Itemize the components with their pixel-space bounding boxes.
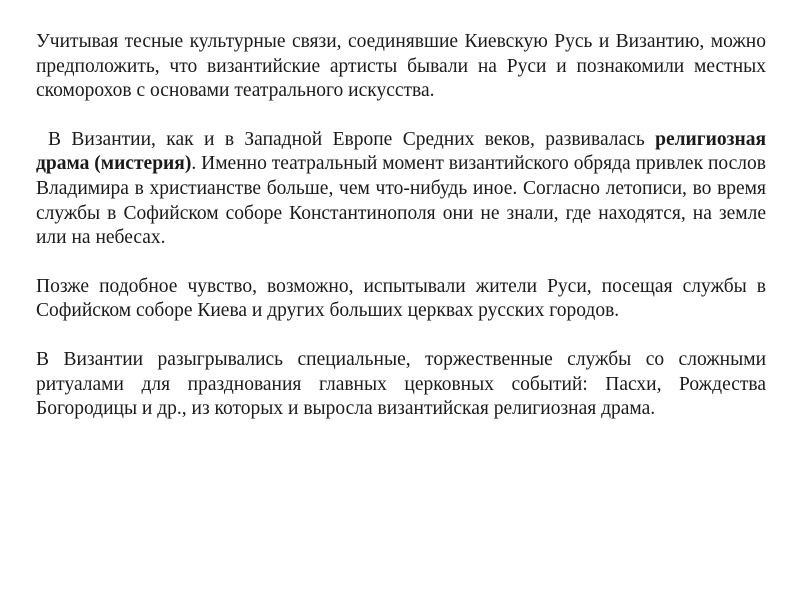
paragraph-2-text-after: . Именно театральный момент византийского обряда привлек послов Владимира в христианстве больше, чем что-нибудь иное. Согласно летописи, во время службы в Софийском соборе Константинополя они не знали, где находятся, на земле или на небесах. — [36, 153, 766, 249]
paragraph-3: Позже подобное чувство, возможно, испытывали жители Руси, посещая службы в Софийском соборе Киева и других больших церквах русских городов. — [36, 275, 766, 322]
paragraph-2-text-before: В Византии, как и в Западной Европе Средних веков, развивалась — [48, 128, 656, 150]
paragraph-1: Учитывая тесные культурные связи, соединявшие Киевскую Русь и Византию, можно предположить, что византийские артисты бывали на Руси и познакомили местных скоморохов с основами театрального искусства. — [36, 31, 766, 102]
paragraph-2 — [36, 128, 766, 251]
paragraph-2-bold-term: религиозная драма (мистерия) — [36, 128, 766, 175]
paragraph-4: В Византии разыгрывались специальные, торжественные службы со сложными ритуалами для празднования главных церковных событий: Пасхи, Рождества Богородицы и др., из которых и выросла византийская религиозная драма. — [36, 348, 766, 420]
